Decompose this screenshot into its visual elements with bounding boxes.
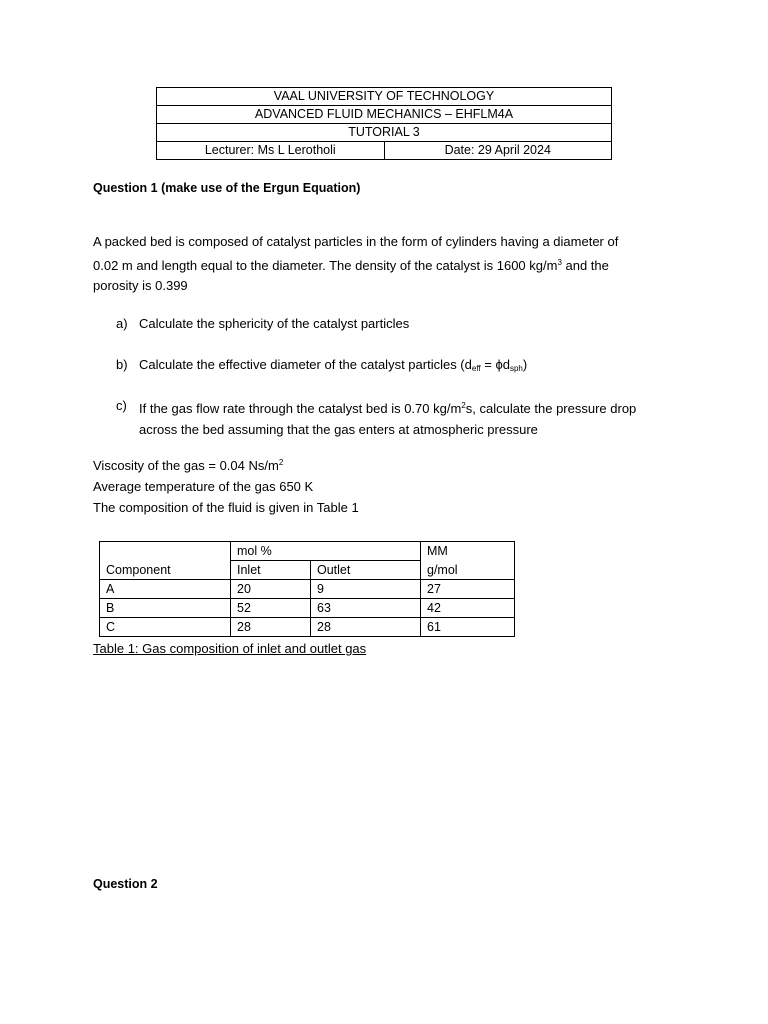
header-lecturer: Lecturer: Ms L Lerotholi — [157, 142, 385, 160]
cell-inlet: 28 — [231, 618, 311, 637]
composition-table — [99, 541, 515, 637]
header-date: Date: 29 April 2024 — [384, 142, 612, 160]
header-tutorial: TUTORIAL 3 — [157, 124, 612, 142]
table-caption: Table 1: Gas composition of inlet and outlet gas — [93, 641, 367, 656]
part-c-text-b: s, calculate the pressure drop — [465, 401, 637, 416]
question1-intro — [93, 232, 675, 297]
intro-line-2-text: 0.02 m and length equal to the diameter. The density of the catalyst is 1600 kg/m — [93, 257, 558, 273]
cell-component: B — [100, 599, 231, 618]
header-university: VAAL UNIVERSITY OF TECHNOLOGY — [157, 88, 612, 106]
cell-mm: 27 — [421, 580, 515, 599]
part-b-text-c: ) — [522, 357, 528, 372]
table-header-outlet: Outlet — [311, 561, 421, 580]
cell-component: C — [100, 618, 231, 637]
table-header-mol: mol % — [231, 542, 421, 561]
table-row — [100, 599, 515, 618]
viscosity-text: Viscosity of the gas = 0.04 Ns/m — [93, 458, 279, 473]
cell-mm: 42 — [421, 599, 515, 618]
table-header-unit: g/mol — [421, 561, 515, 580]
viscosity-line — [93, 458, 283, 473]
table-row — [100, 618, 515, 637]
cell-inlet: 20 — [231, 580, 311, 599]
part-b-text — [139, 355, 679, 380]
cell-outlet: 28 — [311, 618, 421, 637]
part-b-sub-eff: eff — [471, 364, 481, 373]
part-b-label: b) — [116, 357, 128, 372]
part-c-sup: 2 — [461, 401, 466, 410]
composition-note: The composition of the fluid is given in Table 1 — [93, 500, 359, 515]
part-c-line-1 — [139, 396, 679, 420]
part-b-text-a: Calculate the effective diameter of the catalyst particles (d — [139, 357, 472, 372]
temperature-line: Average temperature of the gas 650 K — [93, 479, 314, 494]
intro-line-2 — [93, 253, 675, 277]
part-a-label: a) — [116, 316, 128, 331]
intro-line-2-tail: and the — [561, 257, 609, 273]
header-table — [156, 87, 612, 160]
question2-title: Question 2 — [93, 877, 158, 891]
table-row — [100, 580, 515, 599]
part-b-text-b: = ϕd — [480, 357, 510, 372]
table-header-row-1 — [100, 542, 515, 561]
cell-outlet: 9 — [311, 580, 421, 599]
part-c-text-a: If the gas flow rate through the catalyst bed is 0.70 kg/m — [139, 401, 462, 416]
cell-outlet: 63 — [311, 599, 421, 618]
part-c-text — [139, 396, 679, 440]
intro-line-1: A packed bed is composed of catalyst particles in the form of cylinders having a diameter of — [93, 234, 619, 249]
part-a-text: Calculate the sphericity of the catalyst particles — [139, 316, 410, 331]
header-course: ADVANCED FLUID MECHANICS – EHFLM4A — [157, 106, 612, 124]
part-c-line-2: across the bed assuming that the gas enters at atmospheric pressure — [139, 421, 538, 437]
cell-mm: 61 — [421, 618, 515, 637]
intro-line-2-sup: 3 — [557, 257, 562, 267]
table-header-row-2 — [100, 561, 515, 580]
cell-component: A — [100, 580, 231, 599]
table-header-component: Component — [100, 561, 231, 580]
table-header-inlet: Inlet — [231, 561, 311, 580]
intro-line-3: porosity is 0.399 — [93, 278, 188, 293]
part-b-sub-sph: sph — [509, 364, 523, 373]
table-header-empty — [100, 542, 231, 561]
table-header-mm: MM — [421, 542, 515, 561]
part-c-label: c) — [116, 398, 127, 413]
cell-inlet: 52 — [231, 599, 311, 618]
viscosity-sup: 2 — [278, 458, 284, 467]
question1-title: Question 1 (make use of the Ergun Equation) — [93, 181, 361, 195]
